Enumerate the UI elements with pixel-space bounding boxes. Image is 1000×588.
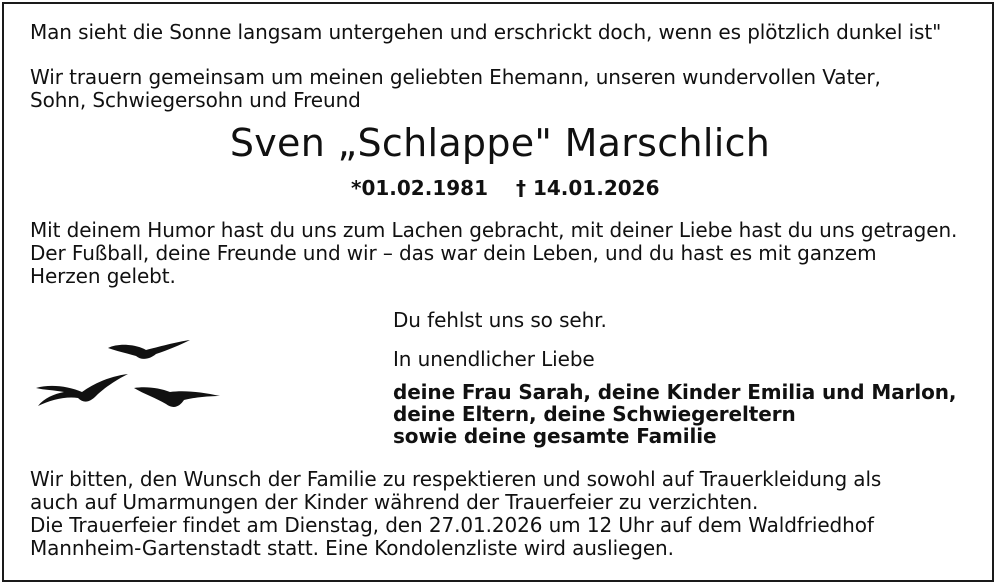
tribute-line-3: Herzen gelebt. (30, 264, 176, 288)
closing-line-4: Mannheim-Gartenstadt statt. Eine Kondolenzliste wird ausliegen. (30, 536, 674, 560)
intro-line-2: Sohn, Schwiegersohn und Freund (30, 88, 361, 112)
bird-top-icon (108, 340, 190, 359)
opening-quote: Man sieht die Sonne langsam untergehen und erschrickt doch, wenn es plötzlich dunkel ist" (30, 20, 942, 44)
closing-line-2: auch auf Umarmungen der Kinder während der Trauerfeier zu verzichten. (30, 490, 759, 514)
love-line: In unendlicher Liebe (393, 347, 595, 371)
closing-line-3: Die Trauerfeier findet am Dienstag, den 27.01.2026 um 12 Uhr auf dem Waldfriedhof (30, 513, 874, 537)
miss-you-text: Du fehlst uns so sehr. (393, 308, 607, 332)
family-line-1: deine Frau Sarah, deine Kinder Emilia und Marlon, (393, 380, 957, 404)
family-line-2: deine Eltern, deine Schwiegereltern (393, 402, 796, 426)
tribute-line-2: Der Fußball, deine Freunde und wir – das war dein Leben, und du hast es mit ganzem (30, 241, 877, 265)
bird-left-icon (36, 374, 128, 406)
family-line-3: sowie deine gesamte Familie (393, 424, 717, 448)
flying-birds-illustration (30, 326, 230, 420)
closing-line-1: Wir bitten, den Wunsch der Familie zu respektieren und sowohl auf Trauerkleidung als (30, 467, 882, 491)
life-dates (0, 176, 1000, 200)
tribute-line-1: Mit deinem Humor hast du uns zum Lachen gebracht, mit deiner Liebe hast du uns getragen. (30, 218, 958, 242)
birth-date: *01.02.1981 (351, 176, 488, 200)
intro-line-1: Wir trauern gemeinsam um meinen geliebten Ehemann, unseren wundervollen Vater, (30, 65, 881, 89)
deceased-name: Sven „Schlappe" Marschlich (229, 121, 771, 165)
death-date: † 14.01.2026 (516, 176, 660, 200)
bird-right-icon (134, 387, 220, 407)
